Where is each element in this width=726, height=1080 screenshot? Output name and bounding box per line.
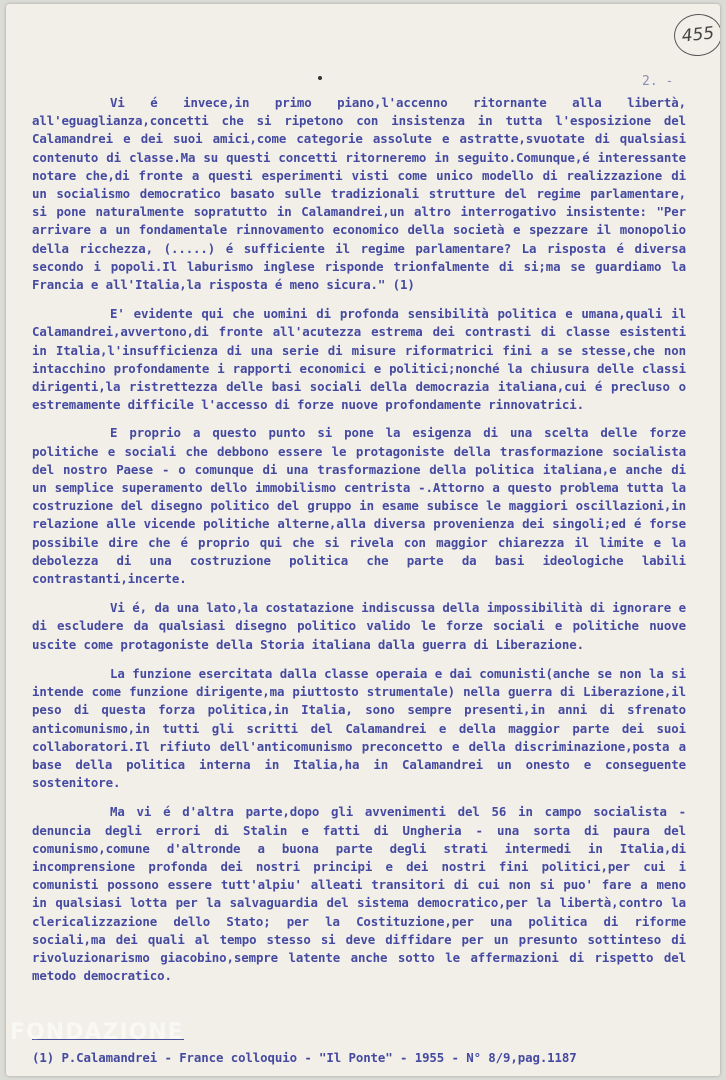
- paragraph: E proprio a questo punto si pone la esigenza di una scelta delle forze politiche e sociali che debbono essere le protagoniste della trasformazione socialista del nostro Paese - o comunque di una trasformazione della politica italiana,e anche di un semplice superamento dello immobilismo centrista -.Attorno a questo problema tutta la costruzione del disegno politico del gruppo in esame subisce le maggiori oscillazioni,in relazione alle vicende politiche alterne,alla diversa provenienza dei singoli;ed é forse possibile dire che é proprio qui che si rivela con maggior chiarezza il limite e la debolezza di una costruzione politica che parte da basi ideologiche labili contrastanti,incerte.: [32, 425, 686, 587]
- paragraph: Vi é invece,in primo piano,l'accenno ritornante alla libertà, all'eguaglianza,concetti che si ripetono con insistenza in tutta l'esposizione del Calamandrei e dei suoi amici,come categorie assolute e astratte,svuotate di qualsiasi contenuto di classe.Ma su questi concetti ritorneremo in seguito.Comunque,é interessante notare che,di fronte a questi esperimenti visti come unico modello di realizzazione di un socialismo democratico basato sulle tradizionali strutture del regime parlamentare, si pone naturalmente sopratutto in Calamandrei,un altro interrogativo insistente: "Per arrivare a un fondamentale rinnovamento economico della società e spezzare il monopolio della ricchezza, (.....) é sufficiente il regime parlamentare? La risposta é diversa secondo i popoli.Il laburismo inglese risponde trionfalmente di si;ma se guardiamo la Francia e all'Italia,la risposta é meno sicura." (1): [32, 95, 686, 293]
- typewritten-body: [32, 94, 686, 996]
- page-number-stamp: 455: [672, 12, 720, 59]
- paragraph: Ma vi é d'altra parte,dopo gli avvenimenti del 56 in campo socialista - denuncia degli errori di Stalin e fatti di Ungheria - una sorta di paura del comunismo,comune d'altronde a buona parte degli strati intermedi in Italia,di incomprensione profonda dei nostri principi e dei nostri fini politici,per cui i comunisti possono essere tutt'alpiu' alleati transitori di cui non si puo' fare a meno in qualsiasi lotta per la salvaguardia del sistema democratico,per la libertà,contro la clericalizzazione dello Stato; per la Costituzione,per una politica di riforme sociali,ma dei quali al tempo stesso si deve diffidare per un presunto sottinteso di rivoluzionarismo giacobino,sempre latente anche sotto le affermazioni di rispetto del metodo democratico.: [32, 804, 686, 984]
- footnote: (1) P.Calamandrei - France colloquio - "Il Ponte" - 1955 - N° 8/9,pag.1187: [32, 1050, 577, 1065]
- archive-watermark: FONDAZIONE: [10, 1020, 184, 1045]
- sheet-mark: 2. -: [642, 74, 674, 89]
- document-page: [6, 4, 720, 1076]
- ink-dot: [318, 76, 322, 80]
- paragraph: La funzione esercitata dalla classe operaia e dai comunisti(anche se non la si intende come funzione dirigente,ma piuttosto strumentale) nella guerra di Liberazione,il peso di questa forza politica,in Italia, sono sempre presenti,in anni di sfrenato anticomunismo,in tutti gli scritti del Calamandrei e della maggior parte dei suoi collaboratori.Il rifiuto dell'anticomunismo preconcetto e della discriminazione,posta a base della politica interna in Italia,ha in Calamandrei un onesto e conseguente sostenitore.: [32, 665, 686, 791]
- paragraph: E' evidente qui che uomini di profonda sensibilità politica e umana,quali il Calamandrei,avvertono,di fronte all'acutezza estrema dei contrasti di classe esistenti in Italia,l'insufficienza di una serie di misure riformatrici fini a se stesse,che non intacchino profondamente i rapporti economici e politici;nonché la chiusura delle classi dirigenti,la ristrettezza delle basi sociali della democrazia italiana,cui é precluso o estremamente difficile l'accesso di forze nuove profondamente rinnovatrici.: [32, 306, 686, 413]
- paragraph: Vi é, da una lato,la costatazione indiscussa della impossibilità di ignorare e di escludere da qualsiasi disegno politico valido le forze sociali e politiche nuove uscite come protagoniste della Storia italiana dalla guerra di Liberazione.: [32, 600, 686, 652]
